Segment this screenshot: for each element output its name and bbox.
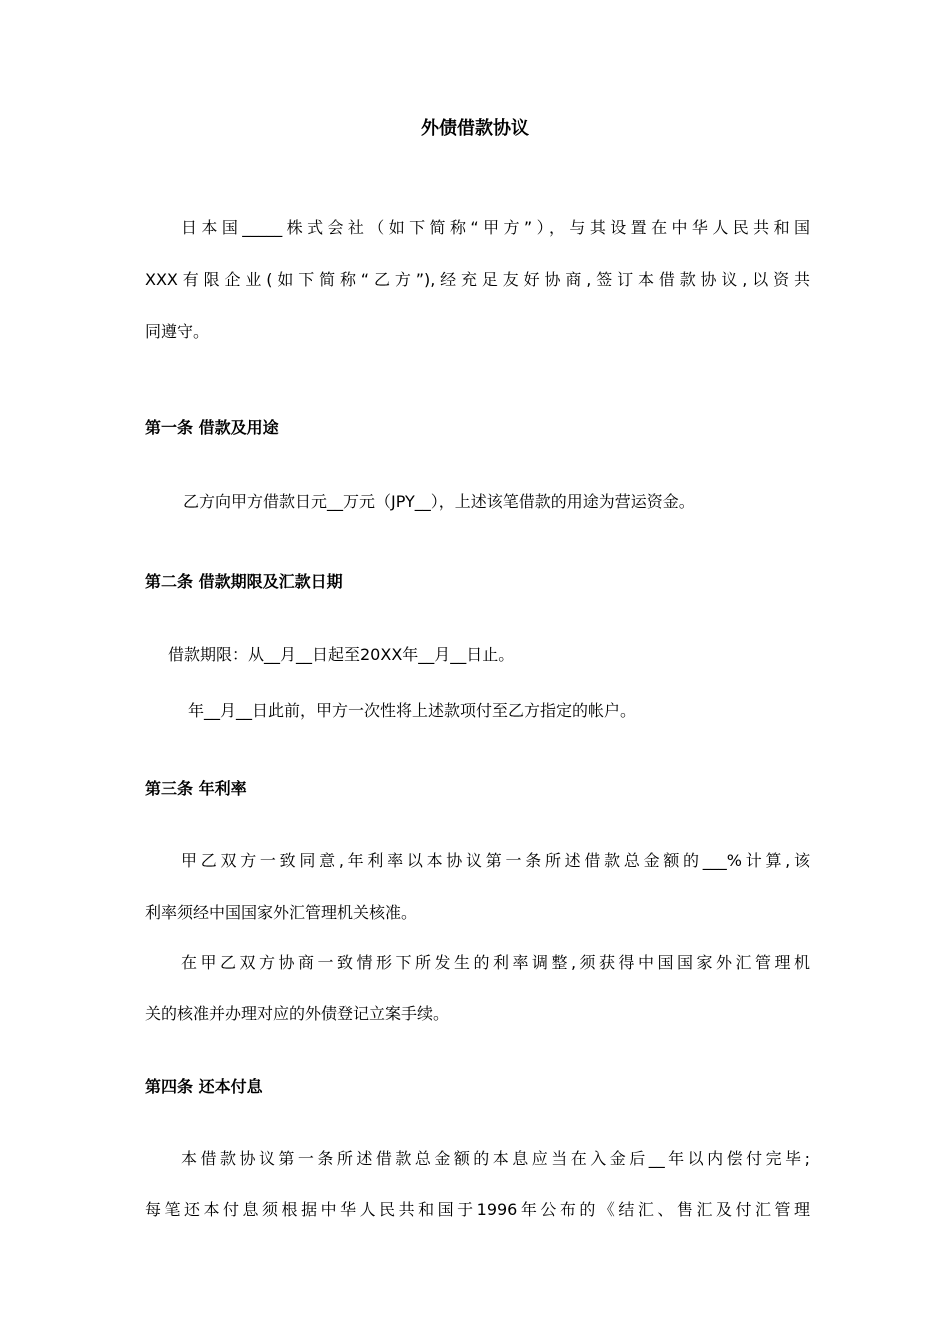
article-4-line-2: 每笔还本付息须根据中华人民共和国于1996年公布的《结汇、售汇及付汇管理 — [145, 1200, 810, 1219]
article-2-line-2: 年__月__日此前，甲方一次性将上述款项付至乙方指定的帐户。 — [188, 701, 637, 720]
article-3-line-2: 利率须经中国国家外汇管理机关核准。 — [145, 903, 418, 922]
article-3-line-4: 关的核准并办理对应的外债登记立案手续。 — [145, 1004, 450, 1023]
article-2-line-1: 借款期限：从__月__日起至20XX年__月__日止。 — [168, 645, 515, 664]
article-3-line-3: 在甲乙双方协商一致情形下所发生的利率调整,须获得中国国家外汇管理机 — [181, 953, 810, 972]
preamble-line-1: 日本国_____株式会社（如下简称“甲方”），与其设置在中华人民共和国 — [181, 218, 810, 237]
article-3-line-1: 甲乙双方一致同意,年利率以本协议第一条所述借款总金额的___%计算,该 — [181, 851, 810, 870]
article-1-line-1: 乙方向甲方借款日元__万元（JPY__），上述该笔借款的用途为营运资金。 — [183, 492, 695, 511]
article-3-heading: 第三条 年利率 — [145, 779, 247, 798]
article-2-heading: 第二条 借款期限及汇款日期 — [145, 572, 343, 591]
preamble-line-3: 同遵守。 — [145, 322, 210, 341]
preamble-line-2: XXX有限企业(如下简称“乙方”),经充足友好协商,签订本借款协议,以资共 — [145, 270, 810, 289]
document-title: 外债借款协议 — [421, 118, 529, 139]
article-4-line-1: 本借款协议第一条所述借款总金额的本息应当在入金后__年以内偿付完毕; — [181, 1149, 810, 1168]
article-4-heading: 第四条 还本付息 — [145, 1077, 263, 1096]
article-1-heading: 第一条 借款及用途 — [145, 418, 279, 437]
